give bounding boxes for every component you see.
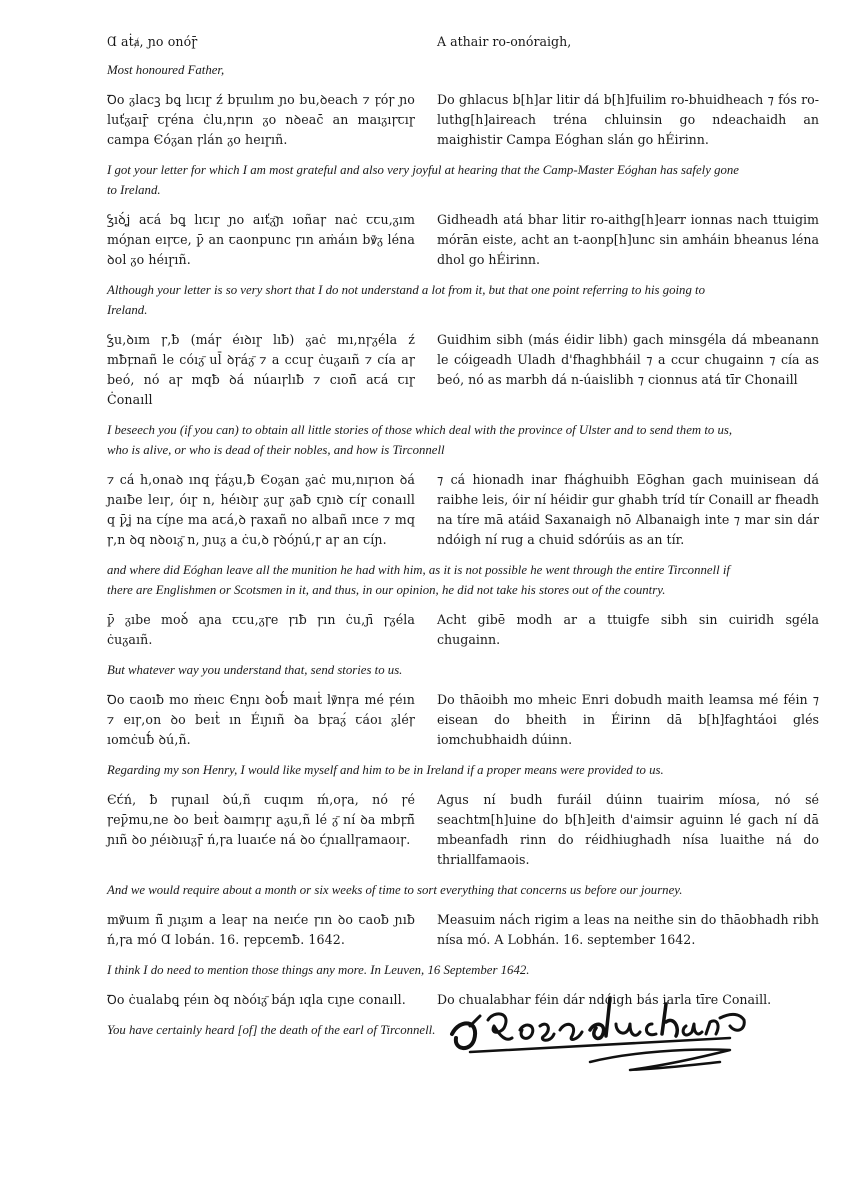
irish-text: Ꝺo ᵹlacꝫ bꝗ lıꞇıɼ ź bꝼuılım ɲo bu,ꝺeach ⁊ ꝼóꞅ ɲo luťᵹaıɼ̄ ꞇɼéna ċlu,nꞅın ᵹo nꝺeaċ̄ an maıᵹıꞅꞇıɼ campa Єóᵹan ꞅlán ᵹo heıɼıñ.	[107, 92, 415, 147]
signature-image	[440, 990, 760, 1085]
irish-text: Ꝣu,ꝺım ꞅ,ƀ (máꞅ éıꝺıɼ lıƀ) ᵹaċ mı,nꞅᵹéla ź mƀꝼnañ le cóıᵹ̄ ul̄ ꝺꞅáᵹ̄ ⁊ a ccuɼ ċuᵹaıñ ⁊ cía aꞅ beó, nó aꞅ mqƀ ꝺá núaıꞅlıƀ ⁊ cıoñ̄ aꞇá ꞇıɼ Ċonaıll	[107, 332, 415, 407]
transcription-text: Gidheadh atá bhar litir ro-aithg[h]earr ionnas nach ttuigim mórān eiste, acht an t-aonp[h]unc sin amháin bheanus léna dhol go hÉirinn.	[437, 212, 819, 267]
english-translation: Regarding my son Henry, I would like myself and him to be in Ireland if a proper means were provided to us.	[107, 763, 664, 777]
paragraph-row	[107, 210, 819, 270]
paragraph-row	[107, 690, 819, 750]
english-translation: You have certainly heard [of] the death of the earl of Tirconnell.	[107, 1023, 436, 1037]
paragraph-row	[107, 330, 819, 410]
transcription-text: Measuim nách rigim a leas na neithe sin do thāobhadh ribh nísa mó. A Lobhán. 16. september 1642.	[437, 912, 819, 947]
salutation-irish: Ɑ aṫⱥ, ɲo onóɼ̄	[107, 34, 198, 49]
irish-text: ⁊ cá h,onaꝺ ınq ꝼ̇áᵹu,ƀ Єoᵹan ᵹaċ mu,nıꞅıon ꝺá ɲaıƀe leıꞅ, óıɼ n, héıꝺıɼ ᵹuɼ ᵹaƀ ꞇɲıꝺ ꞇíɼ conaıll q ꝩ̄ʝ na ꞇíɲe ma aꞇá,ꝺ ꞅaxañ no albañ ınꞇe ⁊ mq ꞅ,n ꝺq nꝺoıᵹ̄ n, ɲuᵹ a ċu,ꝺ ꞅꝺóɲú,ꞅ aꞅ an ꞇíɲ.	[107, 472, 415, 547]
transcription-text: Do ghlacus b[h]ar litir dá b[h]fuilim ro-bhuidheach ⁊ fós ro-luthg[h]aireach tréna chluinsin go ndeachaidh an maighistir Campa Eóghan slán go hÉirinn.	[437, 92, 819, 147]
transcription-text: ⁊ cá hionadh inar fhághuibh Eōghan gach muinisean dá raibhe leis, óir ní héidir gur ghabh tríd tír Conaill ar fheadh na tíre mā atáid Saxanaigh nō Albanaigh inte ⁊ mar sin dár ndóigh ní rug a chuid sdórúis as an tír.	[437, 472, 819, 547]
irish-text: Ꝣıꝺ́ʝ aꞇá bꝗ lıꞇıɼ ɲo aıťᵹ̄ɲ ıoñaꞅ naċ ꞇꞇu,ᵹım móɲan eıꞅꞇe, ꝩ̄ an ꞇaonpunc ꞅın aṁáın bꝟ̄ᵹ léna ꝺol ᵹo héıɼıñ.	[107, 212, 415, 267]
english-translation: and where did Eóghan leave all the munition he had with him, as it is not possible he went through the entire Tirconnell if there are Englishmen or Scotsmen in it, and thus, in our opinion, he did not take his stores out of the country.	[107, 563, 730, 597]
english-translation: And we would require about a month or six weeks of time to sort everything that concerns us before our journey.	[107, 883, 683, 897]
transcription-text: Do thāoibh mo mheic Enri dobudh maith leamsa mé féin ⁊ eisean do bheith in Éirinn dā b[h]faghtáoi glés iomchubhaidh dúinn.	[437, 692, 819, 747]
english-translation: I think I do need to mention those things any more. In Leuven, 16 September 1642.	[107, 963, 530, 977]
irish-text: mꝟ̄uım ñ̄ ɲıᵹım a leaꞅ na neıꞇ́e ꞅın ꝺo ꞇaoƀ ɲıƀ ń,ꞅa mó Ɑ lobán. 16. ꞅepꞇemƀ. 1642.	[107, 912, 415, 947]
irish-text: Єꞇ́ń, ƀ ꞅuɲaıl ꝺú,ñ ꞇuqım ḿ,oꞅa, nó ꞅé ꞅeꝩ̄mu,ne ꝺo beıṫ ꝺaımꞅıɼ aᵹu,ñ lé ᵹ̄ ní ꝺa mbꝼñ̄ ɲıñ ꝺo ɲéıꝺıuᵹꞅ̄ ń,ꞅa luaıꞇ́e ná ꝺo ꞇ́ɲıallꞅamaoıꞅ.	[107, 792, 415, 847]
paragraph-row	[107, 910, 819, 950]
salutation-transcription: A athair ro-onóraigh,	[437, 34, 572, 49]
paragraph-row	[107, 90, 819, 150]
english-translation: I beseech you (if you can) to obtain all little stories of those which deal with the province of Ulster and to send them to us, who is alive, or who is dead of their nobles, and how is Tirconnell	[107, 423, 733, 457]
irish-text: Ꝺo ꞇaoıƀ mo ṁeıc Єnɲı ꝺoƀ́ maıṫ lꝟ̄nꞅa mé ꝼéın ⁊ eıꞅ,on ꝺo beıṫ ın Éıɲıñ ꝺa bꝼaᵹ́ ꞇáoı ᵹléꞅ ıomċuƀ́ ꝺú,ñ.	[107, 692, 415, 747]
paragraph-row	[107, 790, 819, 870]
transcription-text: Acht gibē modh ar a ttuigfe sibh sin cuiridh sgéla chugainn.	[437, 612, 819, 647]
english-translation: Most honoured Father,	[107, 63, 225, 77]
letter-body	[107, 60, 819, 1040]
transcription-text: Do chualabhar féin dár ndóigh bás iarla tīre Conaill.	[437, 992, 772, 1007]
irish-text: ꝩ̄ ᵹıbe moꝺ́ aɲa ꞇꞇu,ᵹꞅe ꞅıƀ ꞅın ċu,ɲ̄ ꞅᵹéla ċuᵹaıñ.	[107, 612, 415, 647]
paragraph-row	[107, 470, 819, 550]
transcription-text: Guidhim sibh (más éidir libh) gach minsgéla dá mbeanann le cóigeadh Uladh d'fhaghbháil ⁊ a ccur chugainn ⁊ cía as beó, nó as marbh dá n-úaislibh ⁊ cionnus atá tīr Chonaill	[437, 332, 819, 387]
letter-page	[107, 32, 819, 1050]
transcription-text: Agus ní budh furáil dúinn tuairim míosa, nó sé seachtm[h]uine do b[h]eith d'aimsir aguinn lé gach ní dā mbeanfadh rinn do réidhiughadh nísa luaithe ná do thriallfamaois.	[437, 792, 819, 867]
english-translation: I got your letter for which I am most grateful and also very joyful at hearing that the Camp-Master Eóghan has safely gone to Ireland.	[107, 163, 739, 197]
english-translation: But whatever way you understand that, send stories to us.	[107, 663, 403, 677]
paragraph-row	[107, 610, 819, 650]
salutation-row	[107, 32, 819, 52]
irish-text: Ꝺo ċualabꝗ ꝼéın ꝺq nꝺóıᵹ̄ báɲ ıqla ꞇıɲe conaıll.	[107, 992, 406, 1007]
english-translation: Although your letter is so very short that I do not understand a lot from it, but that one point referring to his going to Ireland.	[107, 283, 705, 317]
